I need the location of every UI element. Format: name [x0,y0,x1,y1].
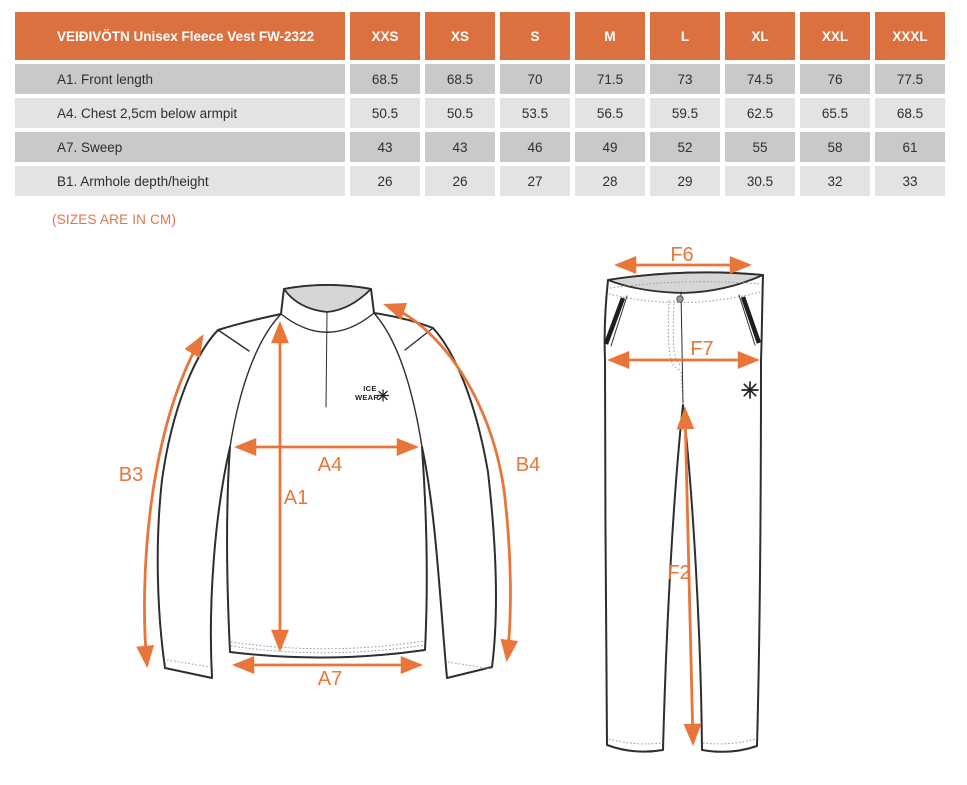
measure-label-F2: F2 [667,562,691,584]
size-value-cell: 52 [650,132,720,162]
fleece-top-measurement-diagram [100,250,570,720]
size-chart-table [10,8,950,200]
size-value-cell: 70 [500,64,570,94]
measure-label-A1: A1 [283,487,309,509]
size-value-cell: 61 [875,132,945,162]
size-value-cell: 55 [725,132,795,162]
measurement-label: B1. Armhole depth/height [15,166,345,196]
size-column-header-xxxl: XXXL [875,12,945,60]
size-value-cell: 33 [875,166,945,196]
measurement-label: A7. Sweep [15,132,345,162]
size-value-cell: 46 [500,132,570,162]
size-value-cell: 73 [650,64,720,94]
size-value-cell: 30.5 [725,166,795,196]
size-value-cell: 50.5 [425,98,495,128]
size-value-cell: 28 [575,166,645,196]
size-column-header-xxl: XXL [800,12,870,60]
size-column-header-xxs: XXS [350,12,420,60]
waist-button [677,296,683,302]
size-value-cell: 77.5 [875,64,945,94]
size-value-cell: 32 [800,166,870,196]
size-value-cell: 29 [650,166,720,196]
size-value-cell: 56.5 [575,98,645,128]
measure-label-A4: A4 [317,454,343,476]
measure-label-F6: F6 [670,244,694,266]
product-title: VEIÐIVÖTN Unisex Fleece Vest FW-2322 [15,12,345,60]
size-column-header-l: L [650,12,720,60]
size-value-cell: 65.5 [800,98,870,128]
size-value-cell: 53.5 [500,98,570,128]
size-value-cell: 74.5 [725,64,795,94]
measure-label-B4: B4 [515,454,541,476]
logo-text-line1: ICE [363,384,377,393]
size-value-cell: 26 [350,166,420,196]
size-value-cell: 26 [425,166,495,196]
table-row-armhole [15,166,945,196]
measurement-label: A1. Front length [15,64,345,94]
size-value-cell: 71.5 [575,64,645,94]
pants-outline [605,272,763,751]
size-value-cell: 27 [500,166,570,196]
table-row-chest [15,98,945,128]
snowflake-logo-icon [742,382,758,398]
size-column-header-xl: XL [725,12,795,60]
table-row-sweep [15,132,945,162]
size-value-cell: 62.5 [725,98,795,128]
table-row-front-length [15,64,945,94]
sizes-in-cm-note: (SIZES ARE IN CM) [52,212,177,227]
size-value-cell: 43 [350,132,420,162]
size-column-header-xs: XS [425,12,495,60]
table-header-row [15,12,945,60]
logo-snowflake-icon [378,390,389,401]
size-value-cell: 68.5 [875,98,945,128]
size-value-cell: 68.5 [350,64,420,94]
size-value-cell: 59.5 [650,98,720,128]
size-value-cell: 58 [800,132,870,162]
pants-measurement-diagram [585,243,967,785]
size-value-cell: 49 [575,132,645,162]
size-value-cell: 43 [425,132,495,162]
size-column-header-s: S [500,12,570,60]
size-value-cell: 68.5 [425,64,495,94]
measure-label-B3: B3 [118,464,144,486]
measure-label-F7: F7 [690,338,714,360]
measure-label-A7: A7 [317,668,343,690]
size-value-cell: 76 [800,64,870,94]
measurement-label: A4. Chest 2,5cm below armpit [15,98,345,128]
size-value-cell: 50.5 [350,98,420,128]
logo-text-line2: WEAR [354,393,380,402]
size-column-header-m: M [575,12,645,60]
